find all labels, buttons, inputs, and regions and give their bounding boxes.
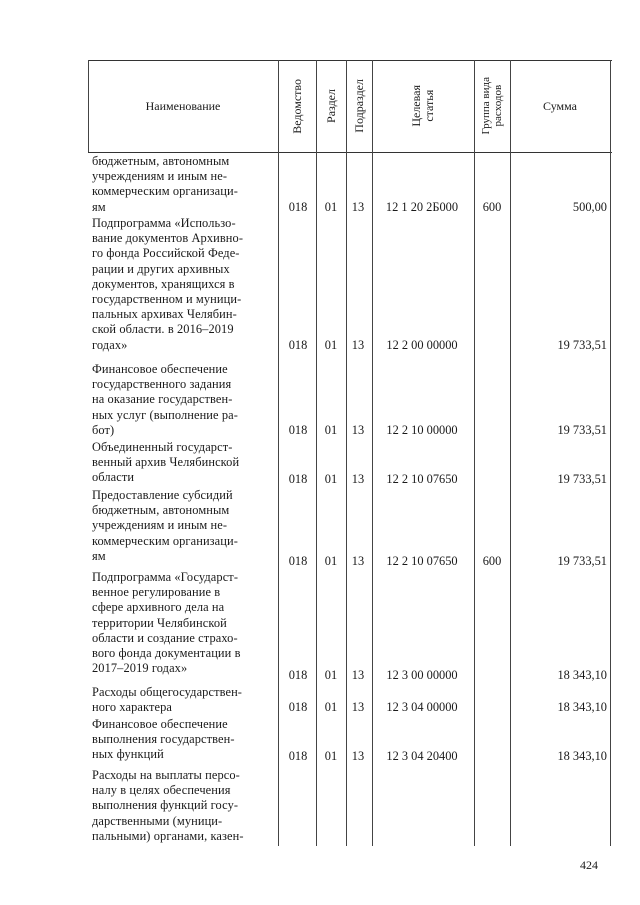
row-vedomstvo: 018 <box>288 700 308 714</box>
row-vedomstvo: 018 <box>288 749 308 763</box>
row-summa: 500,00 <box>572 200 607 214</box>
row-name: Предоставление субсидий бюджетным, автономным учреждениям и иным не- коммерческим организаци- ям <box>92 488 238 563</box>
col-divider-4 <box>372 60 373 846</box>
row-podrazdel: 13 <box>351 668 365 682</box>
row-podrazdel: 13 <box>351 338 365 352</box>
header-razdel <box>316 60 346 152</box>
row-razdel: 01 <box>324 472 338 486</box>
row-celevaya: 12 3 00 00000 <box>386 668 458 682</box>
row-summa: 18 343,10 <box>557 668 607 682</box>
row-name: Подпрограмма «Использо- вание документов Архивно- го фонда Российской Феде- рации и других архивных документов, хранящихся в государственном и муници- пальных архивах Челябин- ской области. в 2016–2019 годах» <box>92 216 244 352</box>
row-razdel: 01 <box>324 668 338 682</box>
row-name: Расходы общегосударствен- ного характера <box>92 685 243 715</box>
budget-table <box>88 60 612 846</box>
row-podrazdel: 13 <box>351 472 365 486</box>
row-vedomstvo: 018 <box>288 200 308 214</box>
row-vedomstvo: 018 <box>288 554 308 568</box>
row-podrazdel: 13 <box>351 200 365 214</box>
header-podrazdel-label: Подраздел <box>351 79 366 133</box>
row-summa: 19 733,51 <box>557 472 607 486</box>
row-celevaya: 12 3 04 20400 <box>386 749 458 763</box>
row-podrazdel: 13 <box>351 700 365 714</box>
col-divider-6 <box>510 60 511 846</box>
header-celevaya <box>372 60 474 152</box>
header-vedomstvo <box>278 60 316 152</box>
header-gruppa <box>474 60 510 152</box>
row-podrazdel: 13 <box>351 749 365 763</box>
row-razdel: 01 <box>324 423 338 437</box>
header-name-label: Наименование <box>145 98 221 113</box>
col-divider-3 <box>346 60 347 846</box>
header-name <box>88 60 278 152</box>
row-gruppa: 600 <box>482 554 502 568</box>
row-summa: 18 343,10 <box>557 700 607 714</box>
header-vedomstvo-label: Ведомство <box>289 78 304 134</box>
row-celevaya: 12 2 10 07650 <box>386 554 458 568</box>
row-razdel: 01 <box>324 338 338 352</box>
row-razdel: 01 <box>324 700 338 714</box>
row-summa: 18 343,10 <box>557 749 607 763</box>
row-name: бюджетным, автономным учреждениям и иным не- коммерческим организаци- ям <box>92 154 238 214</box>
row-gruppa: 600 <box>482 200 502 214</box>
row-razdel: 01 <box>324 749 338 763</box>
row-celevaya: 12 2 10 07650 <box>386 472 458 486</box>
header-bottom-border <box>88 152 612 153</box>
table-right-border <box>610 60 611 846</box>
header-gruppa-label: Группа вида расходов <box>480 77 504 135</box>
row-celevaya: 12 3 04 00000 <box>386 700 458 714</box>
row-summa: 19 733,51 <box>557 554 607 568</box>
row-podrazdel: 13 <box>351 554 365 568</box>
header-celevaya-label: Целевая статья <box>409 85 436 127</box>
header-summa <box>510 60 610 152</box>
header-podrazdel <box>346 60 372 152</box>
col-divider-2 <box>316 60 317 846</box>
row-celevaya: 12 2 00 00000 <box>386 338 458 352</box>
row-name: Объединенный государст- венный архив Челябинской области <box>92 440 240 485</box>
row-razdel: 01 <box>324 554 338 568</box>
row-podrazdel: 13 <box>351 423 365 437</box>
row-vedomstvo: 018 <box>288 668 308 682</box>
header-summa-label: Сумма <box>543 98 577 113</box>
row-celevaya: 12 1 20 2Б000 <box>385 200 459 214</box>
row-name: Финансовое обеспечение государственного задания на оказание государствен- ных услуг (выполнение ра- бот) <box>92 362 238 437</box>
row-name: Подпрограмма «Государст- венное регулирование в сфере архивного дела на территории Челябинской области и создание страхо- вого фонда документации в 2017–2019 годах» <box>92 570 241 676</box>
header-razdel-label: Раздел <box>323 89 338 123</box>
row-summa: 19 733,51 <box>557 423 607 437</box>
row-celevaya: 12 2 10 00000 <box>386 423 458 437</box>
col-divider-1 <box>278 60 279 846</box>
row-name: Финансовое обеспечение выполнения государствен- ных функций <box>92 717 235 762</box>
row-name: Расходы на выплаты персо- налу в целях обеспечения выполнения функций госу- дарственными (муници- пальными) органами, казен- <box>92 768 244 843</box>
row-summa: 19 733,51 <box>557 338 607 352</box>
row-vedomstvo: 018 <box>288 423 308 437</box>
page-number: 424 <box>580 858 598 872</box>
row-vedomstvo: 018 <box>288 472 308 486</box>
col-divider-5 <box>474 60 475 846</box>
row-vedomstvo: 018 <box>288 338 308 352</box>
row-razdel: 01 <box>324 200 338 214</box>
